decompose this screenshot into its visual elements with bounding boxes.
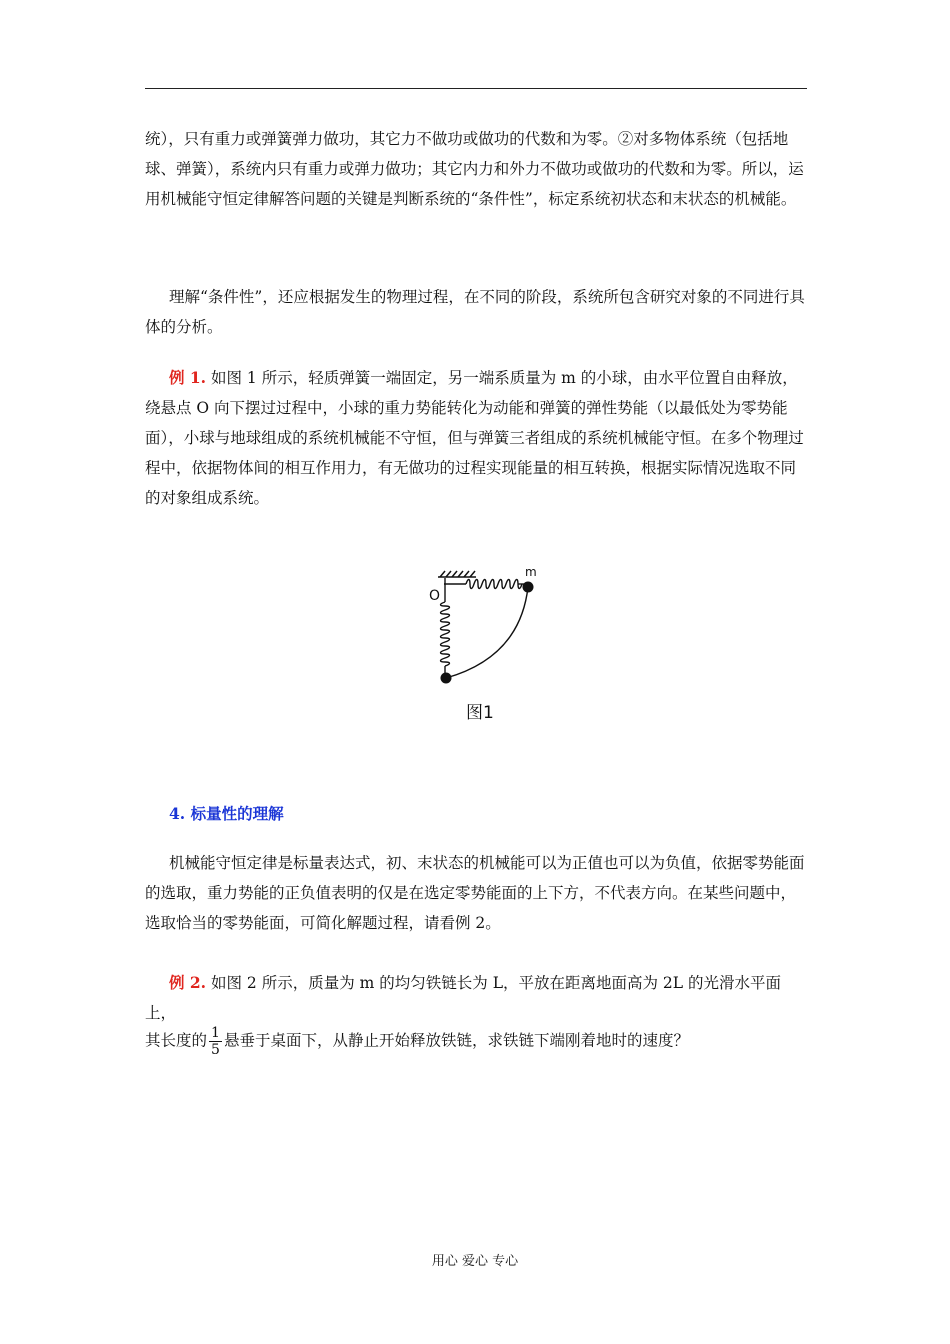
example-2-label: 例 2. [169, 973, 207, 992]
label-o: O [429, 588, 441, 604]
example-1-text: 如图 1 所示，轻质弹簧一端固定，另一端系质量为 m 的小球，由水平位置自由释放，绕悬点 O 向下摆过过程中，小球的重力势能转化为动能和弹簧的弹性势能（以最低处为零势能面），小球与地球组成的系统机械能不守恒，但与弹簧三者组成的系统机械能守恒。在多个物理过程中，依据物体间的相互作用力，有无做功的过程实现能量的相互转换，根据实际情况选取不同的对象组成系统。 [145, 369, 804, 507]
section-4-paragraph: 机械能守恒定律是标量表达式，初、末状态的机械能可以为正值也可以为负值，依据零势能面的选取，重力势能的正负值表明的仅是在选定零势能面的上下方，不代表方向。在某些问题中，选取恰当的零势能面，可简化解题过程，请看例 2。 [145, 854, 805, 932]
section-4-heading: 4. 标量性的理解 [169, 804, 284, 823]
example-2-line-2 [145, 1025, 807, 1058]
figure-1-caption: 图1 [466, 703, 494, 723]
example-1 [145, 363, 807, 513]
fraction-one-fifth [209, 1025, 222, 1058]
example-1-label: 例 1. [169, 368, 207, 387]
example-2-before-fraction: 其长度的 [145, 1031, 208, 1050]
horizontal-spring [444, 580, 528, 589]
header-rule [145, 88, 807, 89]
example-2-text: 如图 2 所示，质量为 m 的均匀铁链长为 L，平放在距离地面高为 2L 的光滑水平面上， [145, 974, 782, 1022]
example-2-after-fraction: 悬垂于桌面下，从静止开始释放铁链，求铁链下端刚着地时的速度？ [223, 1031, 689, 1050]
fraction-denominator: 5 [211, 1042, 220, 1058]
page-footer: 用心 爱心 专心 [431, 1254, 519, 1269]
paragraph-conditionality: 理解“条件性”，还应根据发生的物理过程，在不同的阶段，系统所包含研究对象的不同进行具体的分析。 [145, 288, 805, 336]
fixed-ceiling [438, 571, 476, 577]
ball-initial [523, 582, 534, 593]
example-2-line-1 [145, 968, 807, 1028]
label-m: m [525, 565, 537, 579]
swing-trajectory [446, 587, 528, 678]
fraction-numerator: 1 [211, 1025, 220, 1041]
vertical-spring [441, 578, 450, 678]
ball-lowest [441, 673, 452, 684]
paragraph-system-conditions: 统），只有重力或弹簧弹力做功，其它力不做功或做功的代数和为零。②对多物体系统（包括地球、弹簧），系统内只有重力或弹力做功；其它内力和外力不做功或做功的代数和为零。所以，运用机械能守恒定律解答问题的关键是判断系统的“条件性”，标定系统初状态和末状态的机械能。 [145, 130, 804, 208]
